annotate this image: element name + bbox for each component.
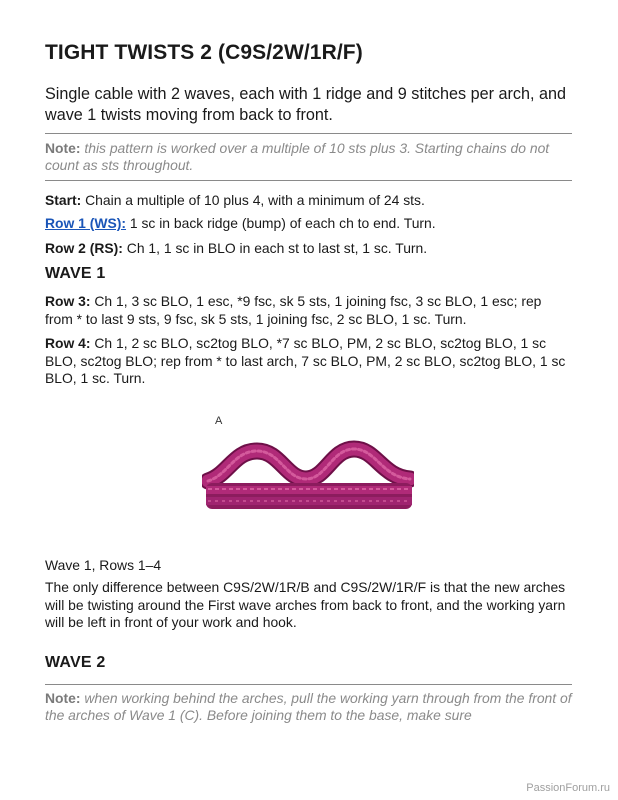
- crochet-wave-photo: [202, 437, 414, 525]
- row-2-text: Ch 1, 1 sc in BLO in each st to last st, 1 sc. Turn.: [122, 240, 428, 256]
- row-1-link[interactable]: Row 1 (WS):: [45, 215, 127, 231]
- row-3-instruction: [45, 293, 573, 328]
- start-text: Chain a multiple of 10 plus 4, with a minimum of 24 sts.: [81, 192, 425, 208]
- start-instruction: [45, 192, 573, 210]
- note-multiple: [45, 140, 573, 174]
- divider: [45, 133, 572, 134]
- difference-paragraph: The only difference between C9S/2W/1R/B and C9S/2W/1R/F is that the new arches will be twisting around the First wave arches from back to front, and the working yarn will be left in front of your work and hook.: [45, 579, 566, 630]
- figure-caption: Wave 1, Rows 1–4: [45, 557, 162, 573]
- pattern-title: TIGHT TWISTS 2 (C9S/2W/1R/F): [45, 41, 363, 64]
- pattern-intro: Single cable with 2 waves, each with 1 ridge and 9 stitches per arch, and wave 1 twists moving from back to front.: [45, 85, 566, 124]
- note-behind-arches: [45, 690, 573, 724]
- row-4-label: Row 4:: [45, 335, 91, 351]
- note-label: Note:: [45, 140, 81, 156]
- row-3-text: Ch 1, 3 sc BLO, 1 esc, *9 fsc, sk 5 sts, 1 joining fsc, 3 sc BLO, 1 esc; rep from * to last 9 sts, 9 fsc, sk 5 sts, 1 joining fsc, 2 sc BLO, 1 sc. Turn.: [45, 293, 542, 327]
- row-1-text: 1 sc in back ridge (bump) of each ch to end. Turn.: [126, 215, 436, 231]
- figure-label: A: [215, 415, 223, 427]
- wave-2-heading: WAVE 2: [45, 654, 106, 671]
- yarn-base-rows: [206, 483, 412, 509]
- note-text: this pattern is worked over a multiple of 10 sts plus 3. Starting chains do not count as sts throughout.: [45, 140, 550, 173]
- start-label: Start:: [45, 192, 82, 208]
- divider: [45, 684, 572, 685]
- row-2-instruction: [45, 240, 573, 258]
- divider: [45, 180, 572, 181]
- row-2-label: Row 2 (RS):: [45, 240, 123, 256]
- row-1-instruction: [45, 215, 573, 233]
- note-label: Note:: [45, 690, 81, 706]
- row-3-label: Row 3:: [45, 293, 91, 309]
- row-4-instruction: [45, 335, 573, 388]
- watermark: PassionForum.ru: [526, 782, 610, 794]
- note-text: when working behind the arches, pull the working yarn through from the front of the arches of Wave 1 (C). Before joining them to the base, make sure: [45, 690, 572, 723]
- wave-1-heading: WAVE 1: [45, 265, 106, 282]
- row-4-text: Ch 1, 2 sc BLO, sc2tog BLO, *7 sc BLO, PM, 2 sc BLO, sc2tog BLO, 1 sc BLO, sc2tog BLO; rep from * to last arch, 7 sc BLO, PM, 2 sc BLO, sc2tog BLO, 1 sc BLO, 1 sc. Turn.: [45, 335, 566, 386]
